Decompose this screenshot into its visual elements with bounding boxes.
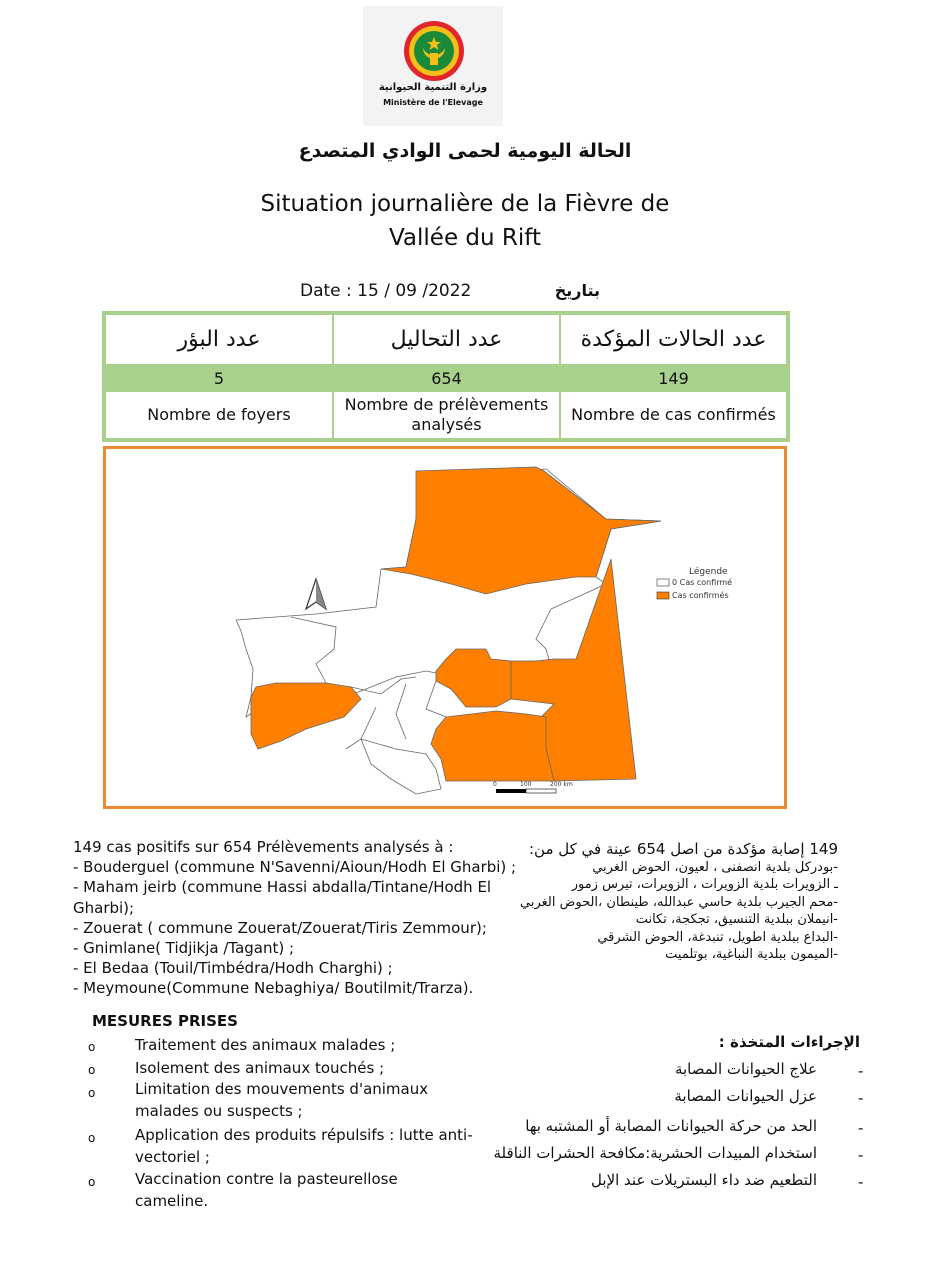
scale-bar [496,789,526,793]
foyers-header-arabic: عدد البؤر [106,315,332,364]
bullet-icon: o [88,1040,96,1054]
summary-arabic-item: -الميمون ببلدية النباغية، بوتلميت [665,947,838,962]
legend-swatch-confirmed [657,592,669,599]
legend-swatch-zero [657,579,669,586]
legend-title: Légende [689,567,728,577]
ministry-name-french: Ministère de l'Elevage [383,98,483,107]
dash-icon: - [858,1173,864,1191]
scale-label-0: 0 [493,781,497,788]
dash-icon: - [858,1119,864,1137]
report-date-label-arabic: بتاريخ [554,281,600,300]
report-date-french: Date : 15 / 09 /2022 [300,281,472,301]
bullet-icon: o [88,1175,96,1189]
dash-icon: - [858,1062,864,1080]
cas-header-arabic: عدد الحالات المؤكدة [561,315,786,364]
measure-item-arabic: استخدام المبيدات الحشرية:مكافحة الحشرات الناقلة [493,1144,817,1162]
prelevements-header-arabic: عدد التحاليل [334,315,559,364]
summary-french-item: - El Bedaa (Touil/Timbédra/Hodh Charghi) ; [73,959,393,978]
map-region-tiris-zemmour [381,467,661,594]
stats-table [102,311,790,442]
scale-label-200: 200 km [550,781,573,788]
summary-french-item: - Meymoune(Commune Nebaghiya/ Boutilmit/Trarza). [73,979,474,998]
measure-item-arabic: الحد من حركة الحيوانات المصابة أو المشتبه بها [525,1117,817,1135]
summary-arabic [520,841,838,964]
national-emblem-icon [403,20,465,82]
measure-item-arabic: التطعيم ضد داء البستريلات عند الإبل [591,1171,817,1189]
cas-value: 149 [658,368,689,388]
cas-label-french: Nombre de cas confirmés [561,392,786,438]
page-title-french-line1: Situation journalière de la Fièvre de [260,191,670,217]
map-region-hodh-el-gharbi [431,711,554,781]
foyers-value: 5 [213,368,225,388]
summary-arabic-item: -بودركل بلدية انصفنى ، لعيون، الحوض الغربي [592,859,838,875]
summary-arabic-item: -انيملان ببلدية التنسيق، تجكجة، تكانت [635,912,838,927]
bullet-icon: o [88,1131,96,1145]
dash-icon: - [858,1146,864,1164]
bullet-icon: o [88,1086,96,1100]
measures-title-french: MESURES PRISES [92,1012,238,1030]
measures-title-arabic: الإجراءات المتخذة : [718,1033,860,1051]
summary-arabic-intro: 149 إصابة مؤكدة من اصل 654 عينة في كل من: [529,840,838,858]
summary-french-item: - Bouderguel (commune N'Savenni/Aioun/Hodh El Gharbi) ; [73,858,517,877]
page-title-french-line2: Vallée du Rift [388,225,541,251]
summary-french-intro: 149 cas positifs sur 654 Prélèvements analysés à : [73,838,454,856]
ministry-name-arabic: وزارة التنمية الحيوانية [378,82,488,93]
bullet-icon: o [88,1063,96,1077]
legend-label-zero: 0 Cas confirmé [672,578,733,587]
summary-french-item: - Maham jeirb (commune Hassi abdalla/Tintane/Hodh El Gharbi); [73,878,492,917]
measure-item-french: Traitement des animaux malades ; [135,1036,396,1054]
summary-arabic-item: -محم الجيرب بلدية حاسي عبدالله، طينطان ،الحوض الغربي [520,894,838,910]
legend-label-confirmed: Cas confirmés [672,591,729,600]
foyers-label-french: Nombre de foyers [106,392,332,438]
summary-french-item: - Gnimlane( Tidjikja /Tagant) ; [73,939,295,958]
measure-item-french: Limitation des mouvements d'animaux malades ou suspects ; [135,1080,429,1120]
outbreak-map [106,449,784,806]
measure-item-french: Application des produits répulsifs : lutte anti-vectoriel ; [135,1126,473,1166]
page-title-arabic: الحالة اليومية لحمى الوادي المتصدع [298,140,632,162]
measure-item-french: Isolement des animaux touchés ; [135,1059,385,1077]
measure-item-arabic: عزل الحيوانات المصابة [674,1087,817,1105]
summary-french-item: - Zouerat ( commune Zouerat/Zouerat/Tiris Zemmour); [73,918,487,937]
measure-item-french: Vaccination contre la pasteurellose cameline. [135,1170,398,1210]
prelevements-value: 654 [431,368,462,388]
summary-arabic-item: -البداع ببلدية اطويل، تنبدغة، الحوض الشرقي [597,929,838,945]
prelevements-label-french: Nombre de prélèvements analysés [334,392,559,438]
summary-french [73,837,523,999]
summary-arabic-item: ـ الزويرات بلدية الزويرات ، الزويرات، تيرس زمور [571,877,838,892]
map-region-south-white [361,739,441,794]
map-region-trarza [251,683,361,749]
dash-icon: - [858,1089,864,1107]
measure-item-arabic: علاج الحيوانات المصابة [674,1060,817,1078]
scale-label-100: 100 [520,781,532,788]
